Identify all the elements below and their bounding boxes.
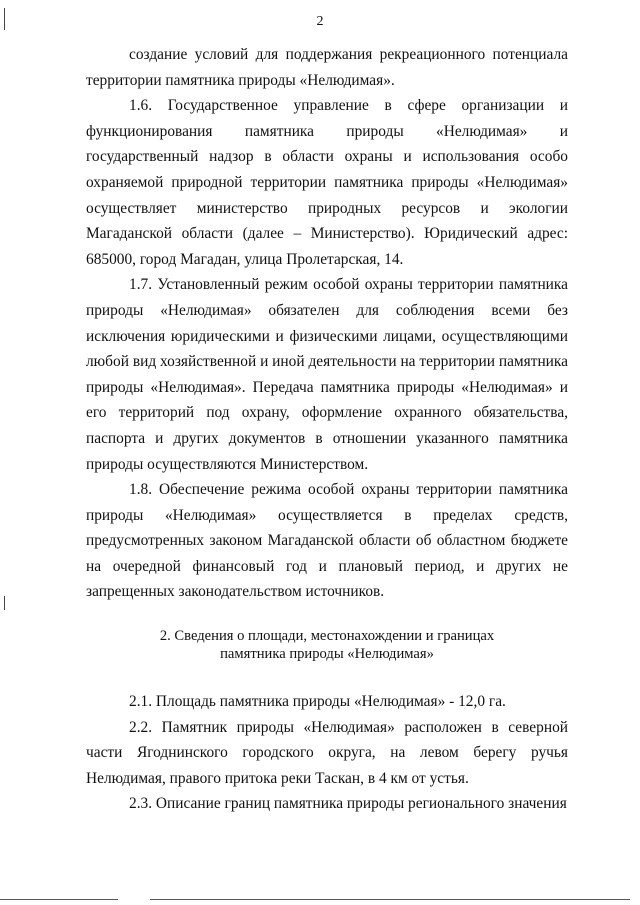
paragraph-1-8: 1.8. Обеспечение режима особой охраны территории памятника природы «Нелюдимая» осуществляется в пределах средств, предусмотренных законом Магаданской области об областном бюджете на очередной финансовый год и плановый период, и других не запрещенных законодательством источников. [86, 481, 568, 601]
document-body [86, 42, 568, 817]
scan-bottom-rule [150, 899, 630, 900]
section-heading-line2: памятника природы «Нелюдимая» [220, 646, 434, 663]
paragraph-2-2: 2.2. Памятник природы «Нелюдимая» расположен в северной части Ягоднинского городского округа, на левом берегу ручья Нелюдимая, правого притока реки Таскан, в 4 км от устья. [86, 718, 568, 787]
section-heading [86, 627, 568, 663]
spacer [86, 677, 568, 689]
paragraph-1-6: 1.6. Государственное управление в сфере организации и функционирования памятника природы «Нелюдимая» и государственный надзор в области охраны и использования особо охраняемой природной территории памятника природы «Нелюдимая» осуществляет министерство природных ресурсов и экологии Магаданской области (далее – Министерство). Юридический адрес: 685000, город Магадан, улица Пролетарская, 14. [86, 97, 568, 268]
section-heading-line1: 2. Сведения о площади, местонахождении и границах [159, 628, 495, 645]
paragraph-1-5-continuation: создание условий для поддержания рекреационного потенциала территории памятника природы «Нелюдимая». [86, 46, 568, 89]
paragraph-1-7: 1.7. Установленный режим особой охраны территории памятника природы «Нелюдимая» обязателен для соблюдения всеми без исключения юридическими и физическими лицами, осуществляющими любой вид хозяйственной и иной деятельности на территории памятника природы «Нелюдимая». Передача памятника природы «Нелюдимая» и его территорий под охрану, оформление охранного обязательства, паспорта и других документов в отношении указанного памятника природы осуществляются Министерством. [86, 276, 568, 473]
scan-edge-mark [4, 596, 5, 610]
scan-edge-mark [4, 8, 5, 30]
scan-bottom-rule [0, 899, 118, 900]
page-number: 2 [316, 14, 324, 29]
paragraph-2-3: 2.3. Описание границ памятника природы регионального значения [129, 795, 567, 813]
paragraph-2-1: 2.1. Площадь памятника природы «Нелюдимая» - 12,0 га. [129, 693, 506, 711]
